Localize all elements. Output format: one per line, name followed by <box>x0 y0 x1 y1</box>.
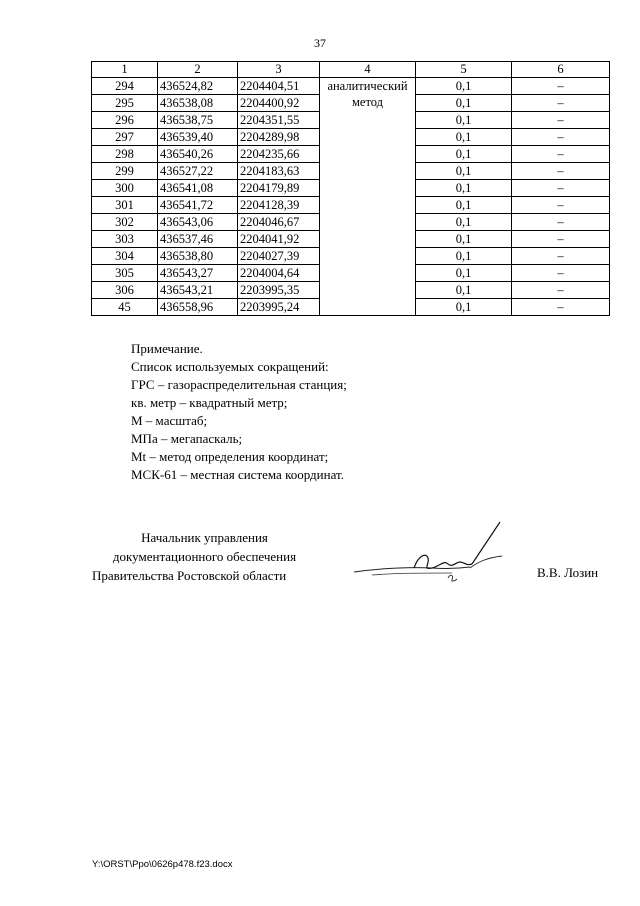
page-number: 37 <box>314 36 326 50</box>
description-cell: – <box>512 78 610 95</box>
signer-line: документационного обеспечения <box>112 549 297 564</box>
description-cell: – <box>512 248 610 265</box>
col-header-2: 2 <box>158 62 238 78</box>
y-coordinate-cell: 2204128,39 <box>238 197 320 214</box>
x-coordinate-cell: 436540,26 <box>158 146 238 163</box>
accuracy-cell: 0,1 <box>416 146 512 163</box>
y-coordinate-cell: 2204400,92 <box>238 95 320 112</box>
x-coordinate-cell: 436558,96 <box>158 299 238 316</box>
col-header-1: 1 <box>92 62 158 78</box>
accuracy-cell: 0,1 <box>416 282 512 299</box>
y-coordinate-cell: 2204183,63 <box>238 163 320 180</box>
table-body <box>92 78 610 316</box>
point-number-cell: 299 <box>92 163 158 180</box>
x-coordinate-cell: 436543,27 <box>158 265 238 282</box>
description-cell: – <box>512 129 610 146</box>
point-number-cell: 300 <box>92 180 158 197</box>
y-coordinate-cell: 2204179,89 <box>238 180 320 197</box>
method-cell <box>320 78 416 316</box>
abbreviation-item: М – масштаб; <box>131 413 208 428</box>
y-coordinate-cell: 2204235,66 <box>238 146 320 163</box>
point-number-cell: 306 <box>92 282 158 299</box>
abbreviation-item: Mt – метод определения координат; <box>131 449 329 464</box>
x-coordinate-cell: 436538,80 <box>158 248 238 265</box>
point-number-cell: 304 <box>92 248 158 265</box>
x-coordinate-cell: 436537,46 <box>158 231 238 248</box>
y-coordinate-cell: 2204041,92 <box>238 231 320 248</box>
abbreviations-title: Список используемых сокращений: <box>131 359 329 374</box>
point-number-cell: 305 <box>92 265 158 282</box>
y-coordinate-cell: 2204289,98 <box>238 129 320 146</box>
description-cell: – <box>512 112 610 129</box>
x-coordinate-cell: 436543,21 <box>158 282 238 299</box>
accuracy-cell: 0,1 <box>416 231 512 248</box>
y-coordinate-cell: 2204046,67 <box>238 214 320 231</box>
accuracy-cell: 0,1 <box>416 112 512 129</box>
x-coordinate-cell: 436541,72 <box>158 197 238 214</box>
description-cell: – <box>512 163 610 180</box>
accuracy-cell: 0,1 <box>416 265 512 282</box>
x-coordinate-cell: 436543,06 <box>158 214 238 231</box>
notes-title: Примечание. <box>131 341 203 356</box>
point-number-cell: 294 <box>92 78 158 95</box>
description-cell: – <box>512 265 610 282</box>
accuracy-cell: 0,1 <box>416 180 512 197</box>
accuracy-cell: 0,1 <box>416 197 512 214</box>
y-coordinate-cell: 2203995,24 <box>238 299 320 316</box>
accuracy-cell: 0,1 <box>416 214 512 231</box>
notes-block <box>131 340 347 484</box>
point-number-cell: 295 <box>92 95 158 112</box>
signer-name: В.В. Лозин <box>537 565 599 580</box>
accuracy-cell: 0,1 <box>416 78 512 95</box>
description-cell: – <box>512 231 610 248</box>
point-number-cell: 45 <box>92 299 158 316</box>
accuracy-cell: 0,1 <box>416 248 512 265</box>
abbreviation-item: ГРС – газораспределительная станция; <box>131 377 347 392</box>
col-header-3: 3 <box>238 62 320 78</box>
table-header-row <box>92 62 610 78</box>
x-coordinate-cell: 436538,08 <box>158 95 238 112</box>
point-number-cell: 297 <box>92 129 158 146</box>
accuracy-cell: 0,1 <box>416 163 512 180</box>
y-coordinate-cell: 2204027,39 <box>238 248 320 265</box>
col-header-5: 5 <box>416 62 512 78</box>
x-coordinate-cell: 436524,82 <box>158 78 238 95</box>
col-header-6: 6 <box>512 62 610 78</box>
point-number-cell: 303 <box>92 231 158 248</box>
method-text: метод <box>351 95 383 109</box>
description-cell: – <box>512 146 610 163</box>
handwritten-signature <box>352 518 512 588</box>
abbreviation-item: кв. метр – квадратный метр; <box>131 395 288 410</box>
description-cell: – <box>512 197 610 214</box>
y-coordinate-cell: 2204351,55 <box>238 112 320 129</box>
description-cell: – <box>512 282 610 299</box>
signer-title <box>92 528 317 585</box>
signer-line: Правительства Ростовской области <box>92 568 287 583</box>
description-cell: – <box>512 180 610 197</box>
accuracy-cell: 0,1 <box>416 129 512 146</box>
point-number-cell: 302 <box>92 214 158 231</box>
table-row <box>92 78 610 95</box>
abbreviation-item: МПа – мегапаскаль; <box>131 431 243 446</box>
description-cell: – <box>512 214 610 231</box>
x-coordinate-cell: 436539,40 <box>158 129 238 146</box>
point-number-cell: 296 <box>92 112 158 129</box>
abbreviation-item: МСК-61 – местная система координат. <box>131 467 344 482</box>
accuracy-cell: 0,1 <box>416 95 512 112</box>
description-cell: – <box>512 95 610 112</box>
col-header-4: 4 <box>320 62 416 78</box>
point-number-cell: 301 <box>92 197 158 214</box>
y-coordinate-cell: 2203995,35 <box>238 282 320 299</box>
signer-line: Начальник управления <box>141 530 268 545</box>
y-coordinate-cell: 2204004,64 <box>238 265 320 282</box>
accuracy-cell: 0,1 <box>416 299 512 316</box>
file-path-footer: Y:\ORST\Ppo\0626p478.f23.docx <box>92 859 233 870</box>
y-coordinate-cell: 2204404,51 <box>238 78 320 95</box>
point-number-cell: 298 <box>92 146 158 163</box>
x-coordinate-cell: 436541,08 <box>158 180 238 197</box>
x-coordinate-cell: 436527,22 <box>158 163 238 180</box>
x-coordinate-cell: 436538,75 <box>158 112 238 129</box>
coordinates-table <box>91 61 610 316</box>
method-text: аналитический <box>327 79 408 93</box>
description-cell: – <box>512 299 610 316</box>
